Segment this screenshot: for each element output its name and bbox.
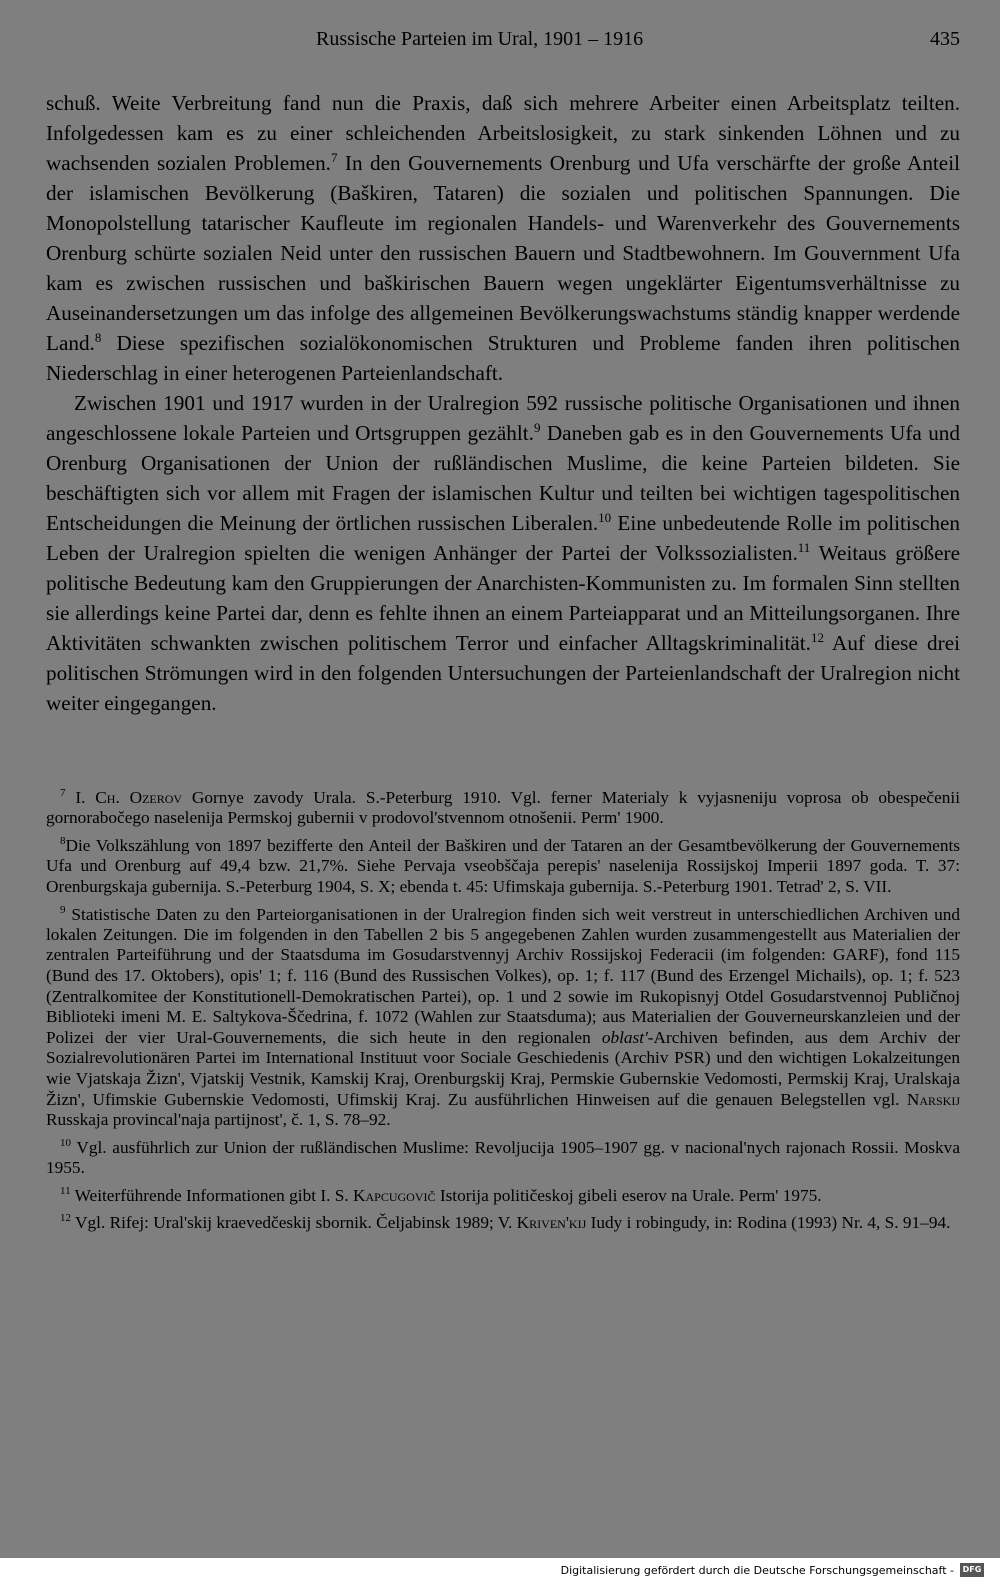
- footnote-text: Iudy i robingudy, in: Rodina (1993) Nr. 4, S. 91–94.: [586, 1212, 951, 1232]
- footnote-8: [46, 831, 960, 898]
- dfg-credit: Digitalisierung gefördert durch die Deutsche Forschungsgemeinschaft -: [560, 1564, 954, 1577]
- footnote-number: 10: [60, 1136, 71, 1149]
- paragraph-text: schuß. Weite Verbreitung fand nun die Praxis, daß sich mehrere Arbeiter einen Arbeitsplatz teilten. Infolgedessen kam es zu einer schleichenden Arbeitslosigkeit, zu stark sinkenden Löhnen und zu wachsenden sozialen Problemen.: [46, 91, 960, 175]
- footnote-italic: oblast': [601, 1027, 648, 1047]
- footnote-11: [46, 1181, 960, 1206]
- running-title: Russische Parteien im Ural, 1901 – 1916: [316, 28, 644, 50]
- footnote-7: [46, 783, 960, 829]
- paragraph-text: Eine unbedeutende Rolle im politischen Leben der Uralregion spielten die wenigen Anhänger der Partei der Volkssozialisten.: [46, 511, 961, 565]
- paragraph-1: [46, 88, 960, 388]
- footnote-number: 7: [60, 787, 66, 799]
- footnote-10: [46, 1133, 960, 1179]
- footnote-author: Kapcugovič: [353, 1185, 436, 1205]
- main-text: [46, 88, 960, 718]
- footnote-ref-9: 9: [533, 419, 541, 435]
- dfg-logo-icon: DFG: [960, 1563, 984, 1577]
- footnote-text: -Archiven befinden, aus dem Archiv der Sozialrevolutionären Partei im International Instituut voor Sociale Geschiedenis (Archiv PSR) und den wichtigen Lokalzeitungen wie Vjatskaja Žizn', Vjatskij Vestnik, Kamskij Kraj, Orenburgskij Kraj, Permskie Gubernskie Vedomosti, Permskij Kraj, Uralskaja Žizn', Ufimskie Gubernskie Vedomosti, Ufimskij Kraj. Zu ausführlichen Hinweisen auf die genauen Belegstellen vgl.: [46, 1027, 960, 1109]
- paragraph-text: Zwischen 1901 und 1917 wurden in der Uralregion 592 russische politische Organisationen und ihnen angeschlossene lokale Parteien und Ortsgruppen gezählt.: [46, 391, 960, 445]
- footnote-ref-10: 10: [598, 509, 612, 525]
- paragraph-text: Weitaus größere politische Bedeutung kam den Gruppierungen der Anarchisten-Kommunisten zu. Im formalen Sinn stellten sie allerdings keine Partei dar, denn es fehlte ihnen an einem Parteiapparat und an Mitteilungsorganen. Ihre Aktivitäten schwankten zwischen politischem Terror und einfacher Alltagskriminalität.: [46, 541, 960, 655]
- page-number: 435: [930, 28, 960, 50]
- footnote-text: Statistische Daten zu den Parteiorganisationen in der Uralregion finden sich weit verstreut in unterschiedlichen Archiven und lokalen Zeitungen. Die im folgenden in den Tabellen 2 bis 5 angegebenen Zahlen wurden zusammengestellt aus Materialien der zentralen Parteiführung und der Staatsduma im Gosudarstvennyj Archiv Rossijskoj Federacii (im folgenden: GARF), fond 115 (Bund des 17. Oktobers), opis' 1; f. 116 (Bund des Russischen Volkes), op. 1; f. 117 (Bund des Erzengel Michails), op. 1; f. 523 (Zentralkomitee der Konstitutionell-Demokratischen Partei), op. 1 und 2 sowie im Rukopisnyj Otdel Gosudarstvennoj Publičnoj Biblioteki imeni M. E. Saltykova-Ščedrina, f. 1072 (Wahlen zur Staatsduma); aus Materialien der Gouverneurskanzleien und der Polizei der vier Ural-Gouvernements, die sich heute in den regionalen: [46, 904, 960, 1047]
- footnote-text: Vgl. Rifej: Ural'skij kraevedčeskij sbornik. Čeljabinsk 1989; V.: [75, 1212, 517, 1232]
- footnote-number: 11: [60, 1184, 71, 1197]
- footnotes: [46, 783, 960, 1235]
- footnote-number: 9: [60, 903, 66, 916]
- footnote-text: Gornye zavody Urala. S.-Peterburg 1910. Vgl. ferner Materialy k vyjasneniju voprosa ob obespečenii gornorabočego naselenija Permskoj gubernii v prodovol'stvennom otnošenii. Perm' 1900.: [46, 787, 960, 828]
- paragraph-text: Daneben gab es in den Gouvernements Ufa und Orenburg Organisationen der Union der rußländischen Muslime, die keine Parteien bildeten. Sie beschäftigten sich vor allem mit Fragen der islamischen Kultur und teilten bei wichtigen tagespolitischen Entscheidungen die Meinung der örtlichen russischen Liberalen.: [46, 421, 960, 535]
- paragraph-text: Diese spezifischen sozialökonomischen Strukturen und Probleme fanden ihren politischen Niederschlag in einer heterogenen Parteienlandschaft.: [46, 331, 960, 385]
- footnote-author: Narskij: [906, 1089, 960, 1109]
- page-header: [46, 28, 960, 60]
- footnote-author: Kriven'kij: [516, 1212, 587, 1232]
- footnote-text: Die Volkszählung von 1897 bezifferte den Anteil der Baškiren und der Tataren an der Gesamtbevölkerung der Gouvernements Ufa und Orenburg auf 49,4 bzw. 21,7%. Siehe Pervaja vseobščaja perepis' naselenija Rossijskoj Imperii 1897 goda. T. 37: Orenburgskaja gubernija. S.-Peterburg 1904, S. X; ebenda t. 45: Ufimskaja gubernija. S.-Peterburg 1901. Tetrad' 2, S. VII.: [46, 835, 960, 896]
- footnote-ref-8: 8: [94, 329, 102, 345]
- footnote-12: [46, 1208, 960, 1233]
- paragraph-2: [46, 388, 960, 718]
- footnote-text: Vgl. ausführlich zur Union der rußländischen Muslime: Revoljucija 1905–1907 gg. v nacional'nych rajonach Rossii. Moskva 1955.: [46, 1137, 960, 1178]
- footnote-ref-12: 12: [810, 629, 824, 645]
- footnote-number: 8: [60, 834, 66, 847]
- footnote-text: Weiterführende Informationen gibt I. S.: [74, 1185, 353, 1205]
- footnote-author: I. Ch. Ozerov: [75, 787, 183, 807]
- footnote-9: [46, 900, 960, 1131]
- paragraph-text: Auf diese drei politischen Strömungen wird in den folgenden Untersuchungen der Parteienlandschaft der Uralregion nicht weiter eingegangen.: [46, 631, 960, 715]
- footnote-number: 12: [60, 1212, 71, 1225]
- footnote-ref-7: 7: [330, 149, 338, 165]
- footnote-text: Istorija političeskoj gibeli eserov na Urale. Perm' 1975.: [435, 1185, 822, 1205]
- paragraph-text: In den Gouvernements Orenburg und Ufa verschärfte der große Anteil der islamischen Bevölkerung (Baškiren, Tataren) die sozialen und politischen Spannungen. Die Monopolstellung tatarischer Kaufleute im regionalen Handels- und Warenverkehr des Gouvernements Orenburg schürte sozialen Neid unter den russischen Bauern und Stadtbewohnern. Im Gouvernment Ufa kam es zwischen russischen und baškirischen Bauern wegen ungeklärter Eigentumsverhältnisse zu Auseinandersetzungen um das infolge des allgemeinen Bevölkerungswachstums ständig knapper werdende Land.: [46, 151, 960, 355]
- digitization-footer: [0, 1558, 1000, 1582]
- footnote-text: Russkaja provincal'naja partijnost', č. 1, S. 78–92.: [46, 1110, 391, 1130]
- footnote-ref-11: 11: [797, 539, 811, 555]
